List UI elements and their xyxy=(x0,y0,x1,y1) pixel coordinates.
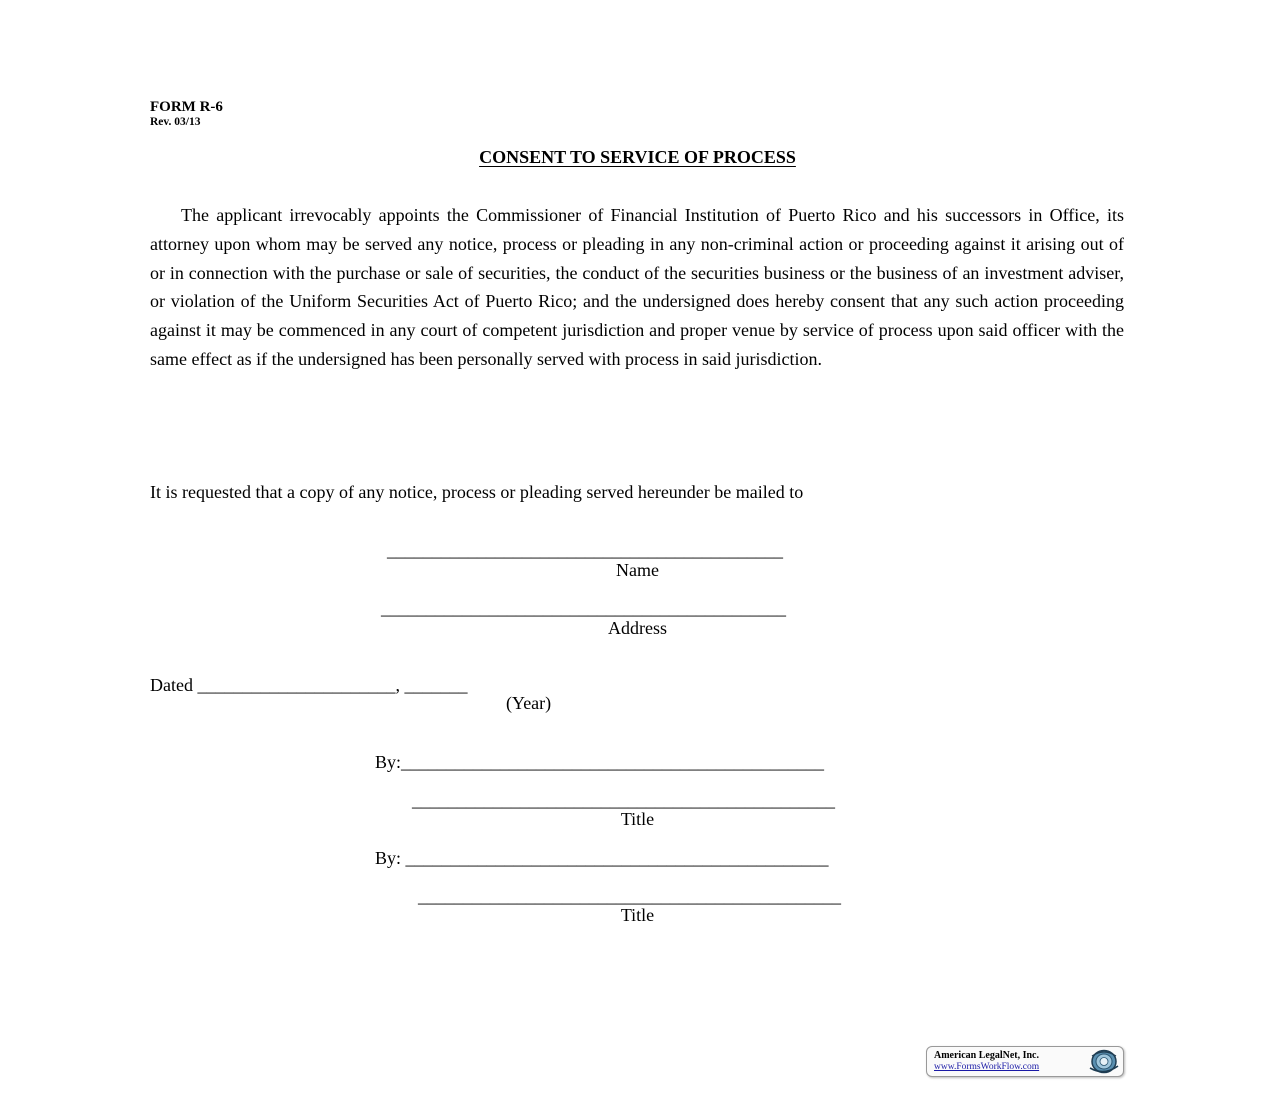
title-field-1[interactable]: _______________________________________________ xyxy=(412,790,835,810)
year-label: (Year) xyxy=(506,693,552,713)
signature-by-field-1[interactable]: By:_______________________________________________ xyxy=(375,752,825,772)
name-field[interactable]: ____________________________________________ xyxy=(387,540,783,560)
address-label: Address xyxy=(608,618,667,638)
title-label-2: Title xyxy=(620,905,655,925)
address-field[interactable]: _____________________________________________ xyxy=(381,598,786,618)
title-label-1: Title xyxy=(620,809,655,829)
logo-website-link[interactable]: www.FormsWorkFlow.com xyxy=(934,1062,1040,1072)
american-legalnet-logo[interactable] xyxy=(926,1046,1124,1077)
signature-by-field-2[interactable]: By: _______________________________________________ xyxy=(375,848,829,868)
document-title-text: CONSENT TO SERVICE OF PROCESS xyxy=(479,147,796,167)
globe-icon xyxy=(1085,1048,1121,1075)
logo-company-name: American LegalNet, Inc. xyxy=(934,1050,1039,1061)
name-label: Name xyxy=(616,560,659,580)
form-id: FORM R-6 xyxy=(150,99,223,115)
form-revision: Rev. 03/13 xyxy=(150,116,201,128)
dated-field[interactable]: Dated ______________________, _______ xyxy=(150,675,468,695)
consent-paragraph: The applicant irrevocably appoints the Commissioner of Financial Institution of Puerto Rico and his successors in Office, its attorney upon whom may be served any notice, process or pleading in any non-criminal action or proceeding against it arising out of or in connection with the purchase or sale of securities, the conduct of the securities business or the business of an investment adviser, or violation of the Uniform Securities Act of Puerto Rico; and the undersigned does hereby consent that any such action proceeding against it may be commenced in any court of competent jurisdiction and proper venue by service of process upon said officer with the same effect as if the undersigned has been personally served with process in said jurisdiction. xyxy=(150,205,1124,369)
document-title xyxy=(0,146,1275,168)
mailing-request-text: It is requested that a copy of any notice, process or pleading served hereunder be mailed to xyxy=(150,482,804,502)
title-field-2[interactable]: _______________________________________________ xyxy=(418,886,841,906)
